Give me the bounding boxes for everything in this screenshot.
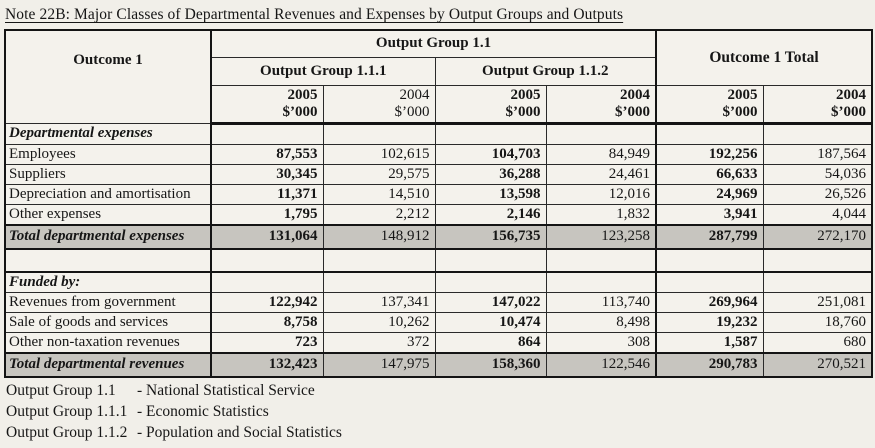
value-cell: 11,371 <box>211 184 323 204</box>
year-header-cell: 2004 $’000 <box>323 85 435 123</box>
footnote-group-label: Output Group 1.1.1 <box>6 403 128 420</box>
value-cell: 1,832 <box>546 204 656 225</box>
value-cell: 156,735 <box>435 225 546 249</box>
year-header-cell: 2004 $’000 <box>546 85 656 123</box>
value-cell: 24,461 <box>546 164 656 184</box>
value-cell: 123,258 <box>546 225 656 249</box>
value-cell: 148,912 <box>323 225 435 249</box>
value-cell <box>763 123 872 144</box>
value-cell: 723 <box>211 332 323 353</box>
table-row <box>5 272 872 293</box>
row-label <box>5 249 211 272</box>
row-label: Total departmental expenses <box>5 225 211 249</box>
value-cell <box>763 249 872 272</box>
value-cell: 251,081 <box>763 292 872 312</box>
note-title: Note 22B: Major Classes of Departmental Revenues and Expenses by Output Groups and Outputs <box>5 6 624 23</box>
row-label: Other non-taxation revenues <box>5 332 211 353</box>
row-label: Suppliers <box>5 164 211 184</box>
footnote-line <box>6 380 342 401</box>
table-row <box>5 225 872 249</box>
footnote-text: - National Statistical Service <box>137 382 315 399</box>
value-cell: 290,783 <box>656 353 763 377</box>
revenues-expenses-table <box>4 29 873 378</box>
value-cell: 372 <box>323 332 435 353</box>
value-cell: 14,510 <box>323 184 435 204</box>
table-row <box>5 164 872 184</box>
row-label: Other expenses <box>5 204 211 225</box>
value-cell: 66,633 <box>656 164 763 184</box>
value-cell <box>546 249 656 272</box>
value-cell <box>656 123 763 144</box>
value-cell <box>435 123 546 144</box>
value-cell: 158,360 <box>435 353 546 377</box>
year-header-cell: 2005 $’000 <box>656 85 763 123</box>
table-row <box>5 144 872 164</box>
row-label: Employees <box>5 144 211 164</box>
value-cell: 18,760 <box>763 312 872 332</box>
value-cell: 84,949 <box>546 144 656 164</box>
table-row <box>5 249 872 272</box>
value-cell: 29,575 <box>323 164 435 184</box>
value-cell <box>323 249 435 272</box>
value-cell: 13,598 <box>435 184 546 204</box>
value-cell <box>656 272 763 293</box>
footnote-text: - Population and Social Statistics <box>137 424 342 441</box>
value-cell: 12,016 <box>546 184 656 204</box>
subgroup-112-header-cell: Output Group 1.1.2 <box>435 57 656 85</box>
value-cell: 19,232 <box>656 312 763 332</box>
value-cell: 10,262 <box>323 312 435 332</box>
outcome-total-header-cell: Outcome 1 Total <box>656 30 872 85</box>
row-label: Funded by: <box>5 272 211 293</box>
outcome-header-cell: Outcome 1 <box>5 30 211 123</box>
output-group-header-cell: Output Group 1.1 <box>211 30 656 57</box>
value-cell <box>211 272 323 293</box>
value-cell: 137,341 <box>323 292 435 312</box>
table-row <box>5 312 872 332</box>
table-row <box>5 353 872 377</box>
value-cell <box>546 272 656 293</box>
value-cell <box>435 249 546 272</box>
value-cell: 26,526 <box>763 184 872 204</box>
subgroup-111-header-cell: Output Group 1.1.1 <box>211 57 435 85</box>
table-body <box>5 123 872 377</box>
value-cell: 192,256 <box>656 144 763 164</box>
footnotes <box>6 380 342 443</box>
value-cell: 287,799 <box>656 225 763 249</box>
value-cell: 104,703 <box>435 144 546 164</box>
value-cell: 2,212 <box>323 204 435 225</box>
value-cell: 147,022 <box>435 292 546 312</box>
row-label: Total departmental revenues <box>5 353 211 377</box>
value-cell: 147,975 <box>323 353 435 377</box>
footnote-line <box>6 401 342 422</box>
value-cell <box>211 249 323 272</box>
value-cell: 308 <box>546 332 656 353</box>
year-header-cell: 2005 $’000 <box>211 85 323 123</box>
value-cell: 122,546 <box>546 353 656 377</box>
value-cell: 131,064 <box>211 225 323 249</box>
value-cell: 187,564 <box>763 144 872 164</box>
value-cell <box>656 249 763 272</box>
table-row <box>5 332 872 353</box>
value-cell <box>211 123 323 144</box>
value-cell: 864 <box>435 332 546 353</box>
value-cell: 680 <box>763 332 872 353</box>
table-row <box>5 204 872 225</box>
value-cell: 113,740 <box>546 292 656 312</box>
value-cell: 132,423 <box>211 353 323 377</box>
value-cell: 3,941 <box>656 204 763 225</box>
year-header-cell: 2005 $’000 <box>435 85 546 123</box>
value-cell: 30,345 <box>211 164 323 184</box>
footnote-group-label: Output Group 1.1 <box>6 382 116 399</box>
value-cell: 102,615 <box>323 144 435 164</box>
value-cell: 1,587 <box>656 332 763 353</box>
footnote-line <box>6 422 342 443</box>
year-header-cell: 2004 $’000 <box>763 85 872 123</box>
value-cell: 272,170 <box>763 225 872 249</box>
value-cell: 269,964 <box>656 292 763 312</box>
value-cell: 2,146 <box>435 204 546 225</box>
row-label: Depreciation and amortisation <box>5 184 211 204</box>
table-header <box>5 30 872 123</box>
value-cell <box>546 123 656 144</box>
row-label: Revenues from government <box>5 292 211 312</box>
value-cell: 8,498 <box>546 312 656 332</box>
value-cell <box>323 272 435 293</box>
value-cell <box>323 123 435 144</box>
footnote-text: - Economic Statistics <box>137 403 269 420</box>
table-row <box>5 123 872 144</box>
value-cell: 122,942 <box>211 292 323 312</box>
value-cell: 36,288 <box>435 164 546 184</box>
row-label: Departmental expenses <box>5 123 211 144</box>
value-cell: 270,521 <box>763 353 872 377</box>
value-cell: 87,553 <box>211 144 323 164</box>
value-cell <box>435 272 546 293</box>
value-cell: 8,758 <box>211 312 323 332</box>
value-cell: 54,036 <box>763 164 872 184</box>
table-row <box>5 184 872 204</box>
value-cell: 10,474 <box>435 312 546 332</box>
row-label: Sale of goods and services <box>5 312 211 332</box>
value-cell <box>763 272 872 293</box>
footnote-group-label: Output Group 1.1.2 <box>6 424 128 441</box>
value-cell: 1,795 <box>211 204 323 225</box>
value-cell: 24,969 <box>656 184 763 204</box>
table-row <box>5 292 872 312</box>
value-cell: 4,044 <box>763 204 872 225</box>
